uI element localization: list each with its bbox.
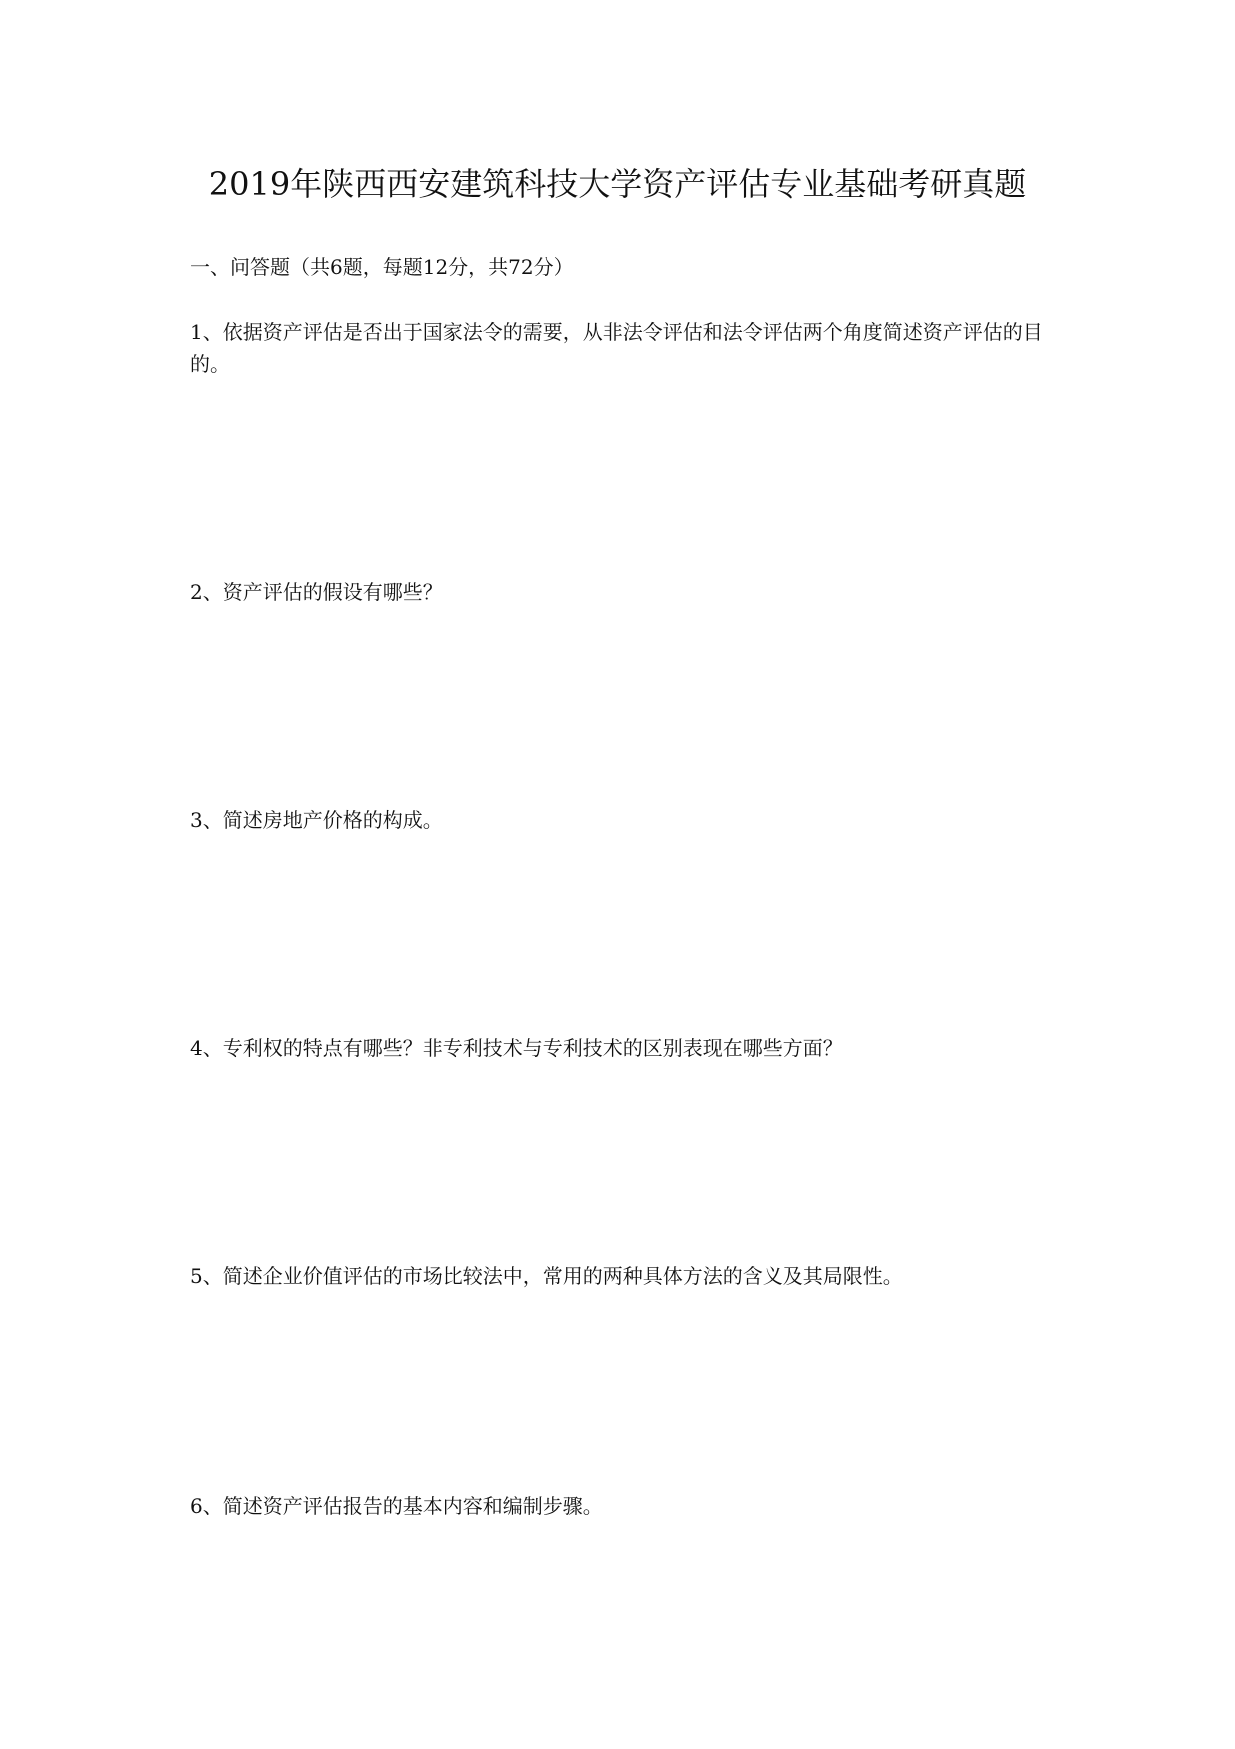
question-3: 3、简述房地产价格的构成。: [190, 808, 443, 832]
section-heading: 一、问答题（共6题，每题12分，共72分）: [190, 255, 574, 279]
question-1: 1、依据资产评估是否出于国家法令的需要，从非法令评估和法令评估两个角度简述资产评估的目的。: [190, 320, 1043, 376]
question-6: 6、简述资产评估报告的基本内容和编制步骤。: [190, 1494, 603, 1518]
document-title: 2019年陕西西安建筑科技大学资产评估专业基础考研真题: [208, 165, 1027, 203]
question-4: 4、专利权的特点有哪些？非专利技术与专利技术的区别表现在哪些方面？: [190, 1036, 843, 1060]
question-5: 5、简述企业价值评估的市场比较法中，常用的两种具体方法的含义及其局限性。: [190, 1264, 903, 1288]
question-2: 2、资产评估的假设有哪些？: [190, 580, 443, 604]
